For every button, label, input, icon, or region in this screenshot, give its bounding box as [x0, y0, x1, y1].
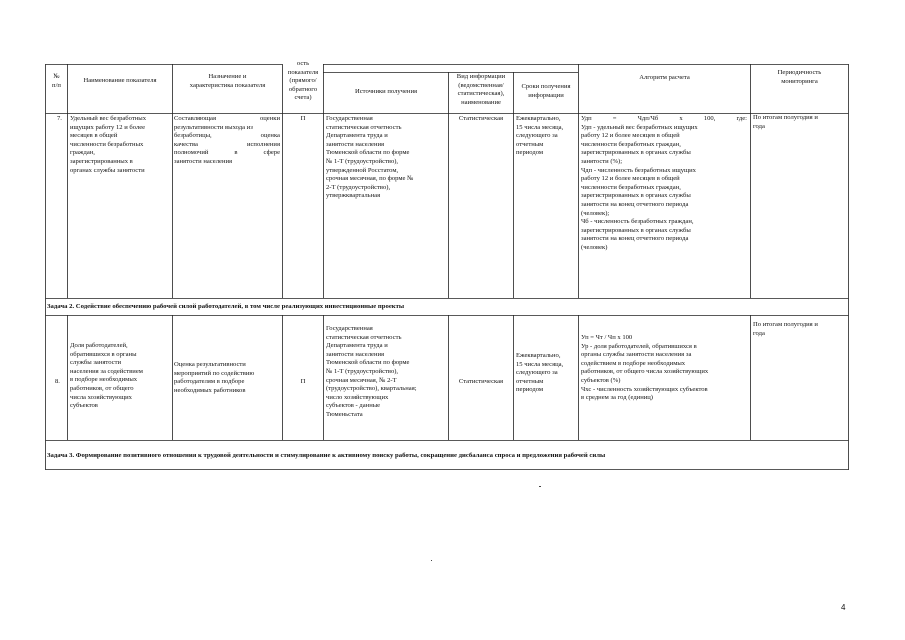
header-purpose: Назначение и характеристика показателя: [189, 73, 266, 89]
header-periodicity: Периодичность мониторинга: [777, 69, 822, 85]
scan-speck: [539, 486, 541, 487]
row7-purpose: Составляющая оценки результативности выхода из безработицы, оценка качества исполнения полномочий в сфере занятости населения: [174, 115, 280, 165]
row8-algorithm: Уп = Чт / Чп х 100 Ур - доля работодателей, обратившихся в органы службы занятости населения за содействием в подборе необходимых работников, от общего числа хозяйствующих субъектов (%) Чхс - численность хозяйствующих субъектов в среднем за год (единиц): [581, 334, 709, 402]
row7-sources: Государственная статистическая отчетность Департамента труда и занятости населения Тюменской области по форме № 1-Т (трудоустройство), утвержденной Росстатом, срочная месячная, по форме № 2-Т (трудоустройство), утвержквартальная: [326, 115, 414, 200]
scan-speck: [431, 560, 432, 561]
row8-direction: П: [300, 378, 306, 385]
row7-info-type: Статистическая: [458, 115, 504, 122]
header-algorithm: Алгоритм расчета: [639, 74, 690, 81]
row8-purpose: Оценка результативности мероприятий по содействию работодателям в подборе необходимых работников: [174, 361, 255, 394]
header-direction: ость показателя (прямого/ обратного счета): [287, 60, 319, 102]
header-name: Наименование показателя: [83, 77, 157, 84]
row7-num: 7.: [57, 115, 62, 122]
row8-sources: Государственная статистическая отчетность Департамента труда и занятости населения Тюменской области по форме № 1-Т (трудоустройство), срочная месячная, № 2-Т (трудоустройство), квартальная; число хозяйствующих субъектов - данные Тюменьстата: [326, 325, 417, 418]
row8-deadlines: Ежеквартально, 15 числа месяца, следующего за отчетным периодом: [516, 352, 564, 394]
header-num: № п/п: [52, 73, 61, 89]
row7-periodicity: По итогам полугодия и года: [753, 114, 818, 130]
row7-name: Удельный вес безработных ищущих работу 12 и более месяцев в общей численности безработных граждан, зарегистрированных в органах службы занятости: [70, 115, 147, 174]
header-info-type: Вид информации (ведомственная/ статистическая), наименование: [456, 73, 506, 106]
header-deadlines: Сроки получения информации: [521, 83, 571, 99]
row7-deadlines: Ежеквартально, 15 числа месяца, следующего за отчетным периодом: [516, 115, 564, 157]
page-number: 4: [841, 603, 846, 612]
row7-direction: П: [300, 115, 306, 122]
row8-num: 8.: [55, 378, 60, 385]
task-2-heading: Задача 2. Содействие обеспечению рабочей силой работодателей, в том числе реализующих инвестиционные проекты: [47, 303, 405, 310]
row7-algorithm: Удп = Чдп/Чб х 100, где: Удп - удельный вес безработных ищущих работу 12 и более месяцев в общей численности безработных граждан, зарегистрированных в органах службы занятости (%); Чдп - численность безработных ищущих работу 12 и более месяцев в общей численности безработных граждан, зарегистрированных в органах службы занятости на конец отчетного периода (человек); Чб - численность безработных граждан, зарегистрированных в органах службы занятости на конец отчетного периода (человек): [581, 115, 747, 251]
row8-name: Доля работодателей, обратившихся в органы службы занятости населения за содействием в подборе необходимых работников, от общего числа хозяйствующих субъектов: [70, 342, 143, 410]
header-sources: Источники получения: [354, 88, 418, 95]
task-3-heading: Задача 3. Формирование позитивного отношения к трудовой деятельности и стимулирование к активному поиску работы, сокращение дисбаланса спроса и предложения рабочей силы: [47, 452, 606, 459]
row8-periodicity: По итогам полугодия и года: [753, 321, 818, 337]
row8-info-type: Статистическая: [458, 378, 504, 385]
